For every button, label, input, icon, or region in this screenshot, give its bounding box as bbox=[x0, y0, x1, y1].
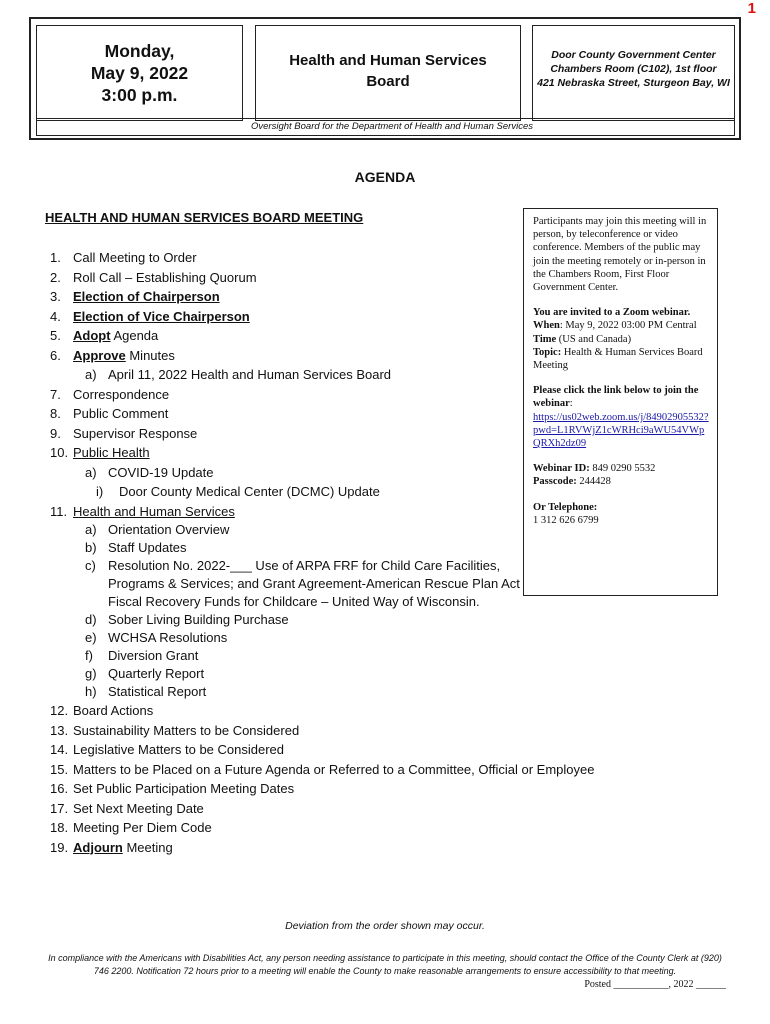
agenda-subitem-11c: c) Resolution No. 2022-___ Use of ARPA FRF for Child Care Facilities, bbox=[85, 558, 501, 573]
when-value: : May 9, 2022 03:00 PM Central bbox=[559, 320, 697, 332]
location-line3: 421 Nebraska Street, Sturgeon Bay, WI bbox=[537, 77, 730, 89]
agenda-subitem-11c-line3: Fiscal Recovery Funds for Childcare – United Way of Wisconsin. bbox=[108, 594, 480, 609]
meeting-header bbox=[29, 17, 741, 140]
meeting-date-box bbox=[36, 25, 243, 121]
agenda-item-15: 15. Matters to be Placed on a Future Agenda or Referred to a Committee, Official or Employee bbox=[50, 761, 595, 777]
agenda-subitem-11h: h) Statistical Report bbox=[85, 684, 207, 699]
agenda-item-12: 12. Board Actions bbox=[50, 703, 154, 718]
webinar-credentials bbox=[533, 462, 710, 488]
webinar-link[interactable]: https://us02web.zoom.us/j/84902905532?pwd=L1RVWjZ1cWRHci9aWU54VWpQRXh2dz09 bbox=[533, 411, 709, 450]
agenda-item-2: 2. Roll Call – Establishing Quorum bbox=[50, 269, 257, 285]
zoom-info-box bbox=[523, 208, 718, 596]
agenda-subitem-10a: a) COVID-19 Update bbox=[85, 464, 214, 480]
agenda-subitem-6a: a) April 11, 2022 Health and Human Services Board bbox=[85, 367, 392, 382]
oversight-subtitle-bar bbox=[36, 118, 735, 136]
ada-compliance-note: In compliance with the Americans with Disabilities Act, any person needing assistance to participate in this meeting, should contact the Office of the County Clerk at (920) 746 2200. Notification 72 hours prior to a meeting will enable the County to make reasonable arrangements to ensure accessibility to that meeting. bbox=[48, 953, 722, 976]
agenda-item-8: 8. Public Comment bbox=[50, 406, 169, 421]
agenda-item-4: 4. Election of Vice Chairperson bbox=[50, 308, 250, 324]
oversight-subtitle: Oversight Board for the Department of Health and Human Services bbox=[251, 121, 533, 132]
passcode-value: 244428 bbox=[576, 476, 611, 488]
webinar-details bbox=[533, 306, 710, 372]
agenda-item-5: 5. Adopt Agenda bbox=[50, 328, 159, 343]
board-title-line2: Board bbox=[366, 73, 410, 90]
agenda-heading: AGENDA bbox=[354, 169, 416, 185]
webinar-link-section: Please click the link below to join the webinar: https://us02web.zoom.us/j/84902905532?pwd=L1RVWjZ1cWRHci9aWU54VWpQRXh2dz09 bbox=[533, 385, 709, 450]
time-label: Time bbox=[533, 333, 557, 345]
participation-intro: Participants may join this meeting will in person, by teleconference or video conference. Members of the public may join the meeting remotely or in-person in the Chambers Room, First Floor Government Center. bbox=[533, 216, 707, 294]
agenda-subitem-11b: b) Staff Updates bbox=[85, 540, 187, 555]
time-value: (US and Canada) bbox=[556, 333, 632, 345]
webinar-id-value: 849 0290 5532 bbox=[589, 463, 656, 475]
agenda-item-6: 6. Approve Minutes bbox=[50, 347, 175, 363]
agenda-item-11: 11. Health and Human Services bbox=[50, 503, 235, 519]
board-title-line1: Health and Human Services bbox=[289, 52, 487, 69]
agenda-item-19: 19. Adjourn Meeting bbox=[50, 839, 173, 855]
link-intro: Please click the link below to join the webinar bbox=[533, 385, 699, 410]
telephone-label: Or Telephone: bbox=[533, 501, 598, 513]
agenda-item-9: 9. Supervisor Response bbox=[50, 425, 198, 441]
agenda-subitem-11d: d) Sober Living Building Purchase bbox=[85, 612, 289, 627]
meeting-day: Monday, bbox=[104, 41, 175, 61]
agenda-subitem-11e: e) WCHSA Resolutions bbox=[85, 630, 228, 645]
agenda-subitem-10a-i: i) Door County Medical Center (DCMC) Update bbox=[96, 484, 380, 499]
when-label: When bbox=[533, 320, 560, 332]
topic-label: Topic: bbox=[533, 346, 562, 358]
agenda-item-17: 17. Set Next Meeting Date bbox=[50, 800, 204, 816]
location-line2: Chambers Room (C102), 1st floor bbox=[550, 63, 717, 75]
agenda-item-18: 18. Meeting Per Diem Code bbox=[50, 820, 212, 835]
agenda-list bbox=[50, 248, 594, 857]
webinar-invite: You are invited to a Zoom webinar. bbox=[533, 307, 691, 319]
meeting-location-box bbox=[532, 25, 735, 121]
topic-value: Health & Human Services Board Meeting bbox=[533, 346, 703, 372]
agenda-subitem-11g: g) Quarterly Report bbox=[85, 666, 205, 681]
agenda-subitem-11c-line2: Programs & Services; and Grant Agreement-American Rescue Plan Act bbox=[108, 576, 520, 591]
agenda-item-3: 3. Election of Chairperson bbox=[50, 289, 220, 304]
agenda-item-16: 16. Set Public Participation Meeting Dates bbox=[50, 781, 295, 796]
agenda-item-10: 10. Public Health bbox=[50, 445, 150, 460]
meeting-time: 3:00 p.m. bbox=[101, 85, 178, 105]
meeting-date: May 9, 2022 bbox=[90, 63, 189, 83]
meeting-title: HEALTH AND HUMAN SERVICES BOARD MEETING bbox=[45, 210, 364, 225]
agenda-subitem-11a: a) Orientation Overview bbox=[85, 522, 230, 537]
location-line1: Door County Government Center bbox=[551, 49, 716, 61]
agenda-subitem-11f: f) Diversion Grant bbox=[85, 648, 199, 663]
page-number: 1 bbox=[747, 0, 756, 17]
passcode-label: Passcode: bbox=[533, 476, 577, 488]
agenda-item-7: 7. Correspondence bbox=[50, 386, 170, 402]
agenda-item-1: 1. Call Meeting to Order bbox=[50, 250, 197, 265]
deviation-note: Deviation from the order shown may occur. bbox=[285, 920, 485, 932]
telephone-section bbox=[533, 501, 710, 527]
board-title-box bbox=[255, 25, 521, 121]
agenda-item-13: 13. Sustainability Matters to be Considered bbox=[50, 722, 300, 738]
agenda-item-14: 14. Legislative Matters to be Considered bbox=[50, 742, 285, 757]
telephone-number: 1 312 626 6799 bbox=[533, 514, 599, 526]
posted-line: Posted ___________, 2022 ______ bbox=[584, 979, 726, 990]
webinar-id-label: Webinar ID: bbox=[533, 463, 590, 475]
